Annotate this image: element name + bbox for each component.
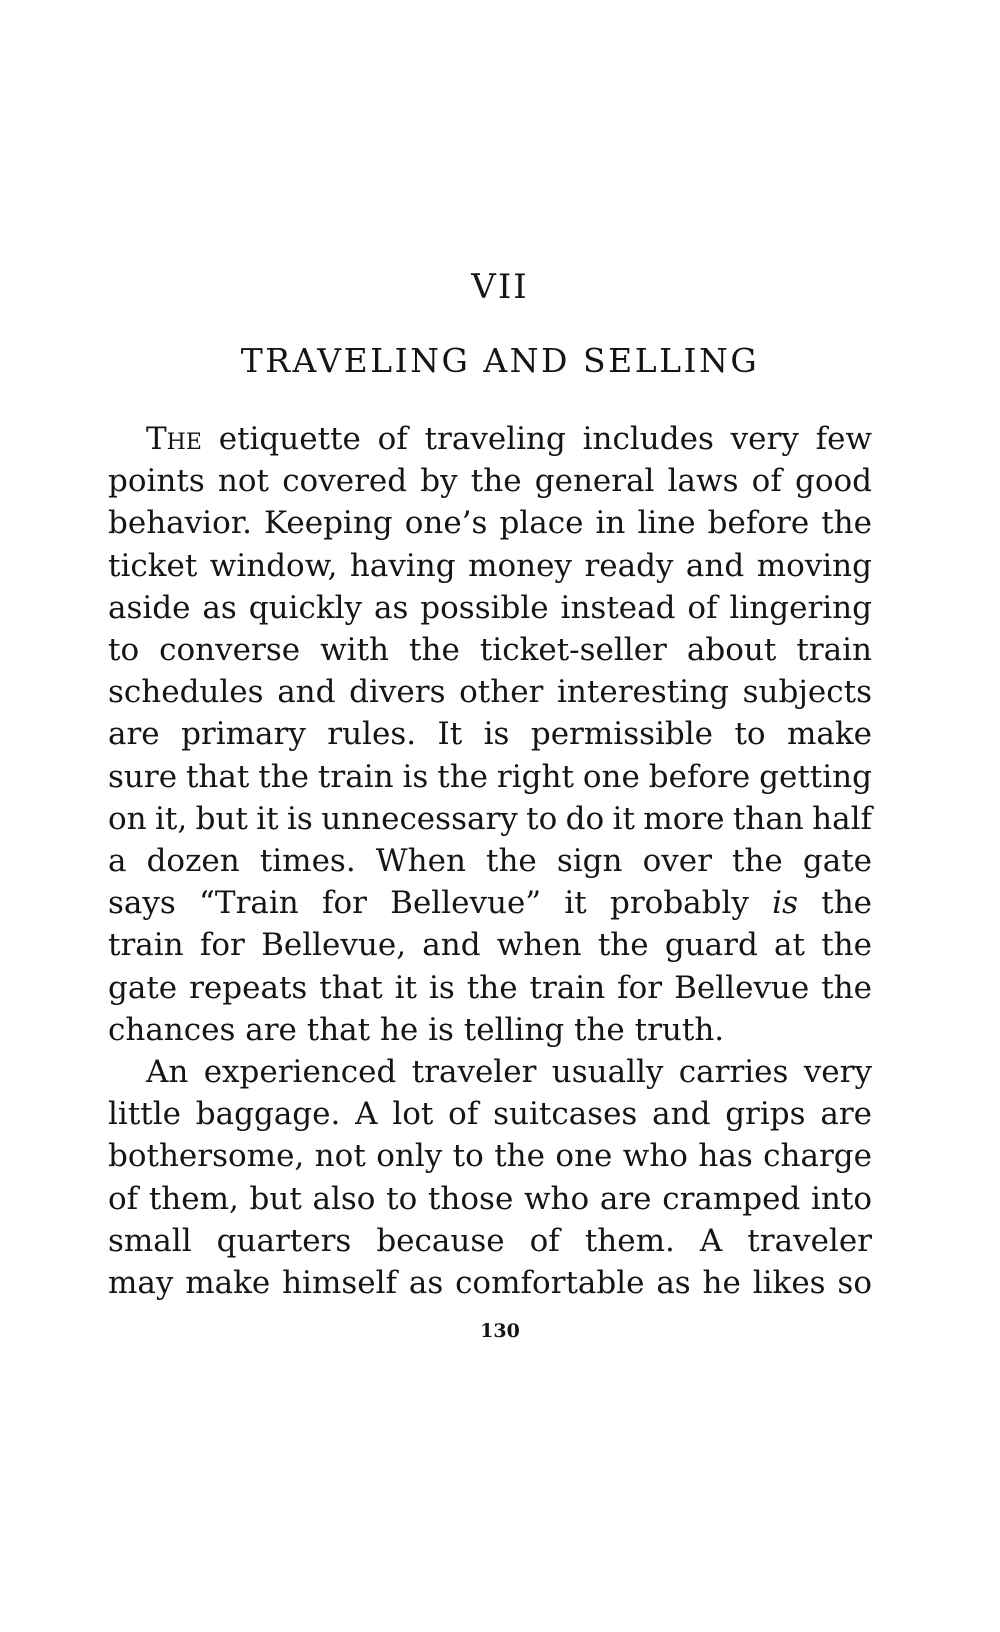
text-line: schedules and divers other interesting subjects [108, 674, 872, 711]
text-line: gate repeats that it is the train for Bellevue the [108, 969, 872, 1006]
text-line: of them, but also to those who are cramped into [108, 1180, 872, 1217]
text-line: to converse with the ticket-seller about train [108, 632, 872, 669]
text-line: may make himself as comfortable as he likes so [108, 1265, 872, 1302]
chapter-title: TRAVELING AND SELLING [240, 341, 760, 380]
text-line: sure that the train is the right one before getting [108, 758, 872, 795]
paragraph-1 [108, 418, 872, 1051]
text-line: aside as quickly as possible instead of lingering [108, 589, 872, 626]
text-line: The etiquette of traveling includes very few [146, 421, 872, 457]
text-line: chances are that he is telling the truth. [108, 1011, 725, 1048]
lead-word: The [146, 421, 202, 457]
text-line: small quarters because of them. A traveler [108, 1222, 872, 1259]
text-line: An experienced traveler usually carries very [146, 1054, 872, 1091]
text-line: says “Train for Bellevue” it probably is the [108, 885, 873, 922]
text-line: ticket window, having money ready and moving [108, 547, 872, 584]
text-line: are primary rules. It is permissible to make [108, 716, 872, 753]
chapter-number: VII [471, 267, 529, 307]
text-line: bothersome, not only to the one who has charge [108, 1138, 872, 1175]
text-line: on it, but it is unnecessary to do it more than half [108, 800, 872, 837]
text-line: little baggage. A lot of suitcases and grips are [108, 1096, 872, 1133]
body-text [108, 418, 872, 1304]
emphasis-word: is [772, 885, 798, 922]
text-line: points not covered by the general laws of good [108, 463, 872, 500]
page-number: 130 [480, 1320, 520, 1342]
text-line: behavior. Keeping one’s place in line before the [108, 505, 872, 542]
text-line: train for Bellevue, and when the guard at the [108, 927, 872, 964]
text-line: a dozen times. When the sign over the gate [108, 843, 872, 880]
paragraph-2 [108, 1051, 872, 1304]
